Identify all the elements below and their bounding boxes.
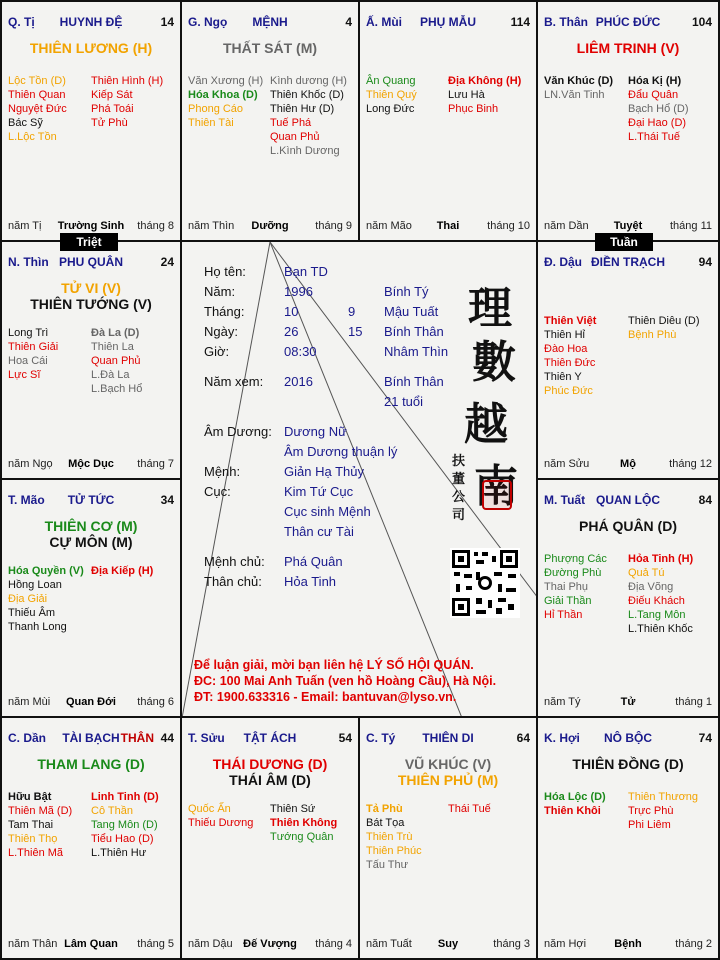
star-column-right: [628, 314, 700, 342]
minor-star: Phúc Đức: [544, 385, 593, 397]
palace-month: tháng 10: [487, 220, 530, 232]
minor-star: Đường Phù: [544, 567, 602, 579]
minor-star: Tang Môn (D): [91, 819, 158, 831]
minor-star: Hóa Lộc (D): [544, 791, 606, 803]
palace-house: QUAN LỘC: [596, 493, 660, 507]
palace-footer: [8, 220, 174, 234]
minor-star: Thiên Việt: [544, 315, 597, 327]
minor-star: Tả Phù: [366, 803, 403, 815]
palace-number: 84: [698, 493, 712, 507]
minor-star: Quan Phủ: [270, 131, 320, 143]
star-column-right: [448, 74, 521, 116]
tuan-tag: Tuần: [595, 233, 653, 251]
month-lunar: 9: [348, 304, 356, 319]
palace-cell-than[interactable]: [538, 0, 720, 242]
palace-footer: [544, 220, 712, 234]
minor-star: Văn Xương (H): [188, 75, 264, 87]
palace-house: PHÚC ĐỨC: [595, 15, 661, 29]
destiny-label: Mệnh:: [204, 464, 241, 479]
minor-star: Lực Sĩ: [8, 369, 41, 381]
palace-house: PHỤ MẪU: [420, 15, 476, 29]
star-column-right: [628, 74, 689, 144]
minor-star: Phong Cáo: [188, 103, 244, 115]
name-value: Bạn TD: [284, 264, 328, 279]
hour-canchi: Nhâm Thìn: [384, 344, 449, 359]
yinyang-label: Âm Dương:: [204, 424, 272, 439]
palace-house: TẬT ÁCH: [243, 731, 297, 745]
palace-month: tháng 2: [675, 938, 712, 950]
star-column-right: [91, 564, 153, 578]
palace-number: 24: [160, 255, 174, 269]
palace-number: 44: [160, 731, 174, 745]
palace-cell-suu[interactable]: [182, 718, 360, 960]
star-column-left: [544, 74, 613, 102]
palace-header: [544, 255, 712, 271]
palace-phase: Suy: [437, 938, 459, 950]
palace-cell-mui[interactable]: [360, 0, 538, 242]
palace-footer: [544, 938, 712, 952]
star-column-left: [8, 790, 72, 860]
view-year-canchi: Bính Thân: [384, 374, 444, 389]
minor-star: Quan Phủ: [91, 355, 141, 367]
palace-phase: Bệnh: [614, 938, 642, 950]
minor-star: Trực Phù: [628, 805, 674, 817]
minor-star: Long Đức: [366, 103, 415, 115]
star-column-left: [8, 326, 58, 382]
palace-number: 104: [691, 15, 712, 29]
main-star: THIÊN PHỦ (M): [397, 772, 499, 788]
palace-month: tháng 6: [137, 696, 174, 708]
calligraphy-char-3: 越: [464, 399, 508, 450]
palace-branch: C. Dần: [8, 731, 47, 745]
hour-value: 08:30: [284, 344, 317, 359]
cuc-label: Cục:: [204, 484, 231, 499]
palace-branch: G. Ngọ: [188, 15, 228, 29]
main-star: THIÊN TƯỚNG (V): [30, 296, 152, 312]
minor-star: Địa Võng: [628, 581, 674, 593]
palace-year: năm Mão: [366, 220, 412, 232]
palace-month: tháng 3: [493, 938, 530, 950]
minor-star: Long Trì: [8, 327, 49, 339]
qr-code-icon[interactable]: [450, 548, 520, 618]
palace-number: 34: [160, 493, 174, 507]
palace-year: năm Tý: [544, 696, 581, 708]
minor-star: Lưu Hà: [448, 89, 485, 101]
month-value: 10: [284, 304, 299, 319]
palace-cell-tuat[interactable]: [538, 480, 720, 718]
minor-star: Thiên Không: [270, 817, 338, 829]
month-label: Tháng:: [204, 304, 245, 319]
palace-cell-thin[interactable]: [0, 242, 182, 480]
palace-house: MỆNH: [252, 15, 288, 29]
palace-phase: Dưỡng: [251, 220, 289, 232]
minor-star: Thanh Long: [8, 621, 67, 633]
palace-house: HUYNH ĐỆ: [59, 15, 123, 29]
minor-star: Thiên Khôi: [544, 805, 601, 817]
palace-house: PHU QUÂN: [58, 255, 123, 269]
minor-star: Đà La (D): [91, 327, 140, 339]
palace-footer: [366, 938, 530, 952]
minor-star: Hỏa Tinh (H): [628, 553, 694, 565]
palace-header: [544, 731, 712, 747]
seal-text-1: 扶: [452, 454, 466, 469]
minor-star: Thiên Hình (H): [91, 75, 164, 87]
palace-cell-dan[interactable]: [0, 718, 182, 960]
main-star: TỬ VI (V): [61, 280, 121, 296]
minor-star: Thiếu Dương: [188, 817, 254, 829]
palace-year: năm Sửu: [544, 458, 590, 470]
palace-footer: [8, 458, 174, 472]
day-canchi: Bính Thân: [384, 324, 444, 339]
palace-house: ĐIỀN TRẠCH: [591, 255, 665, 269]
minor-star: L.Kình Dương: [270, 145, 340, 157]
minor-star: L.Lộc Tồn: [8, 131, 57, 143]
palace-phase: Quan Đới: [66, 696, 116, 708]
palace-footer: [188, 938, 352, 952]
day-label: Ngày:: [204, 324, 238, 339]
star-column-left: [366, 74, 417, 116]
minor-star: Phượng Các: [544, 553, 607, 565]
minor-star: Thiên Phúc: [366, 845, 422, 857]
name-label: Họ tên:: [204, 264, 246, 279]
minor-star: Địa Kiếp (H): [91, 565, 154, 577]
minor-star: Thiên Sứ: [270, 803, 316, 815]
palace-footer: [366, 220, 530, 234]
cuc-note-1: Cục sinh Mệnh: [284, 504, 371, 519]
palace-header: [8, 255, 174, 271]
contact-line-3[interactable]: ĐT: 1900.633316 - Email: bantuvan@lyso.vn.: [194, 690, 457, 704]
minor-star: Thiên Quan: [8, 89, 66, 101]
palace-branch: M. Tuất: [544, 493, 586, 507]
minor-star: Nguyệt Đức: [8, 103, 67, 115]
minor-star: Địa Không (H): [448, 75, 522, 87]
palace-branch: Ấ. Mùi: [366, 15, 402, 29]
palace-branch: N. Thìn: [8, 255, 49, 269]
palace-header: [366, 15, 530, 31]
palace-footer: [544, 696, 712, 710]
minor-star: Bạch Hổ (D): [628, 103, 689, 115]
star-column-left: [188, 802, 253, 830]
destiny-lord-label: Mệnh chủ:: [204, 554, 265, 569]
main-star: THAM LANG (D): [37, 756, 145, 772]
minor-star: Tam Thai: [8, 819, 54, 831]
palace-phase: Mộ: [620, 458, 636, 470]
palace-month: tháng 5: [137, 938, 174, 950]
minor-star: Thiên Đức: [544, 357, 596, 369]
yinyang-value: Dương Nữ: [284, 424, 347, 439]
star-column-left: [8, 564, 84, 634]
minor-star: Đào Hoa: [544, 343, 588, 355]
minor-star: L.Đà La: [91, 369, 130, 381]
minor-star: Hóa Quyền (V): [8, 565, 84, 577]
palace-house: THIÊN DI: [422, 731, 474, 745]
palace-branch: B. Thân: [544, 15, 588, 29]
minor-star: Linh Tinh (D): [91, 791, 159, 803]
palace-month: tháng 9: [315, 220, 352, 232]
palace-month: tháng 8: [137, 220, 174, 232]
triet-tag: Triệt: [60, 233, 118, 251]
main-star: CỰ MÔN (M): [49, 534, 133, 550]
palace-year: năm Dậu: [188, 938, 233, 950]
minor-star: Thiên Hỉ: [544, 329, 585, 341]
minor-star: Hóa Kị (H): [628, 75, 682, 87]
star-column-left: [366, 802, 422, 872]
palace-branch: T. Mão: [8, 493, 45, 507]
star-column-left: [544, 314, 596, 398]
palace-year: năm Dần: [544, 220, 589, 232]
minor-star: Đại Hao (D): [628, 117, 687, 129]
palace-branch: T. Sửu: [188, 731, 225, 745]
main-star: LIÊM TRINH (V): [576, 40, 680, 56]
view-year-label: Năm xem:: [204, 374, 264, 389]
palace-month: tháng 1: [675, 696, 712, 708]
minor-star: Thiên Giải: [8, 341, 59, 353]
cuc-value: Kim Tứ Cục: [284, 484, 354, 499]
minor-star: Giải Thần: [544, 595, 592, 607]
palace-cell-dau[interactable]: [538, 242, 720, 480]
year-canchi: Bính Tý: [384, 284, 429, 299]
palace-header: [544, 15, 712, 31]
calligraphy-char-4: 南: [474, 461, 518, 512]
palace-branch: Đ. Dậu: [544, 255, 583, 269]
minor-star: Phi Liêm: [628, 819, 671, 831]
minor-star: L.Thiên Khốc: [628, 623, 693, 635]
palace-cell-mao[interactable]: [0, 480, 182, 718]
minor-star: Thiên Quý: [366, 89, 417, 101]
minor-star: Thiên Khốc (D): [270, 89, 344, 101]
palace-year: năm Mùi: [8, 696, 51, 708]
palace-year: năm Hợi: [544, 938, 587, 950]
palace-house: NÔ BỘC: [604, 731, 652, 745]
minor-star: Hoa Cái: [8, 355, 48, 367]
palace-year: năm Thân: [8, 938, 58, 950]
body-lord-label: Thân chủ:: [204, 574, 262, 589]
palace-cell-ty[interactable]: [0, 0, 182, 242]
minor-star: Điếu Khách: [628, 595, 685, 607]
palace-year: năm Ngọ: [8, 458, 53, 470]
palace-cell-ty2[interactable]: [360, 718, 538, 960]
minor-star: Đẩu Quân: [628, 89, 679, 101]
minor-star: Quả Tú: [628, 567, 665, 579]
minor-star: L.Thiên Hư: [91, 847, 147, 859]
main-star: THIÊN CƠ (M): [44, 518, 138, 534]
minor-star: Ân Quang: [366, 75, 416, 87]
palace-number: 94: [698, 255, 712, 269]
palace-header: [8, 493, 174, 509]
main-star: THÁI ÂM (D): [229, 772, 311, 788]
minor-star: L.Thái Tuế: [628, 131, 680, 143]
minor-star: Văn Khúc (D): [544, 75, 614, 87]
hour-label: Giờ:: [204, 344, 230, 359]
minor-star: Thiên Tài: [188, 117, 234, 129]
palace-number: 64: [516, 731, 530, 745]
palace-number: 114: [510, 15, 530, 29]
main-star: THIÊN LƯƠNG (H): [29, 40, 153, 56]
star-column-right: [628, 790, 698, 832]
minor-star: Thái Tuế: [448, 803, 491, 815]
body-lord-value: Hỏa Tinh: [284, 574, 337, 589]
minor-star: Lộc Tồn (D): [8, 75, 66, 87]
palace-header: [8, 731, 174, 747]
palace-phase: Mộc Dục: [68, 458, 114, 470]
cuc-note-2: Thân cư Tài: [284, 524, 354, 539]
palace-number: 54: [338, 731, 352, 745]
minor-star: L.Thiên Mã: [8, 847, 64, 859]
minor-star: Thai Phụ: [544, 581, 589, 593]
palace-footer: [188, 220, 352, 234]
than-marker: THÂN: [120, 731, 154, 745]
palace-month: tháng 7: [137, 458, 174, 470]
minor-star: Bát Tọa: [366, 817, 405, 829]
palace-branch: C. Tý: [366, 731, 396, 745]
palace-house: TỬ TỨC: [67, 493, 115, 507]
palace-cell-ngo[interactable]: [182, 0, 360, 242]
palace-branch: Q. Tị: [8, 15, 35, 29]
palace-branch: K. Hợi: [544, 731, 580, 745]
seal-text-3: 公: [452, 490, 466, 505]
star-column-right: [270, 802, 337, 844]
minor-star: Thiên Thọ: [8, 833, 58, 845]
year-value: 1996: [284, 284, 313, 299]
palace-footer: [8, 938, 174, 952]
palace-phase: Lâm Quan: [64, 938, 118, 950]
minor-star: Phục Binh: [448, 103, 499, 115]
palace-footer: [544, 458, 712, 472]
star-column-right: [91, 790, 159, 860]
star-column-right: [91, 326, 142, 396]
palace-phase: Trường Sinh: [57, 220, 125, 232]
minor-star: Thiên Mã (D): [8, 805, 73, 817]
minor-star: Thiên Trù: [366, 831, 413, 843]
minor-star: Kình dương (H): [270, 75, 347, 87]
palace-footer: [8, 696, 174, 710]
palace-number: 14: [160, 15, 174, 29]
calligraphy-char-1: 理: [468, 283, 512, 334]
main-star: VŨ KHÚC (V): [404, 756, 492, 772]
palace-month: tháng 12: [669, 458, 712, 470]
star-column-right: [628, 552, 693, 636]
minor-star: Hỉ Thần: [544, 609, 583, 621]
star-column-left: [544, 552, 607, 622]
minor-star: Cô Thần: [91, 805, 133, 817]
palace-phase: Thai: [436, 220, 460, 232]
star-column-left: [544, 790, 606, 818]
seal-text-4: 司: [452, 508, 466, 523]
seal-text-2: 董: [452, 472, 466, 487]
minor-star: Hữu Bật: [8, 791, 52, 803]
day-value: 26: [284, 324, 299, 339]
calligraphy-char-2: 數: [472, 337, 516, 388]
palace-header: [188, 15, 352, 31]
minor-star: Tử Phù: [91, 117, 128, 129]
contact-line-1: Để luận giải, mời bạn liên hệ LÝ SỐ HỘI QUÁN.: [194, 658, 474, 672]
star-column-right: [270, 74, 347, 158]
main-star: THÁI DƯƠNG (D): [212, 756, 328, 772]
destiny-value: Giản Hạ Thủy: [284, 464, 364, 479]
star-column-right: [91, 74, 163, 130]
minor-star: Tướng Quân: [270, 831, 334, 843]
minor-star: Thiên Diêu (D): [628, 315, 700, 327]
center-info-panel: [182, 242, 538, 718]
minor-star: Hóa Khoa (D): [188, 89, 258, 101]
month-canchi: Mậu Tuất: [384, 304, 439, 319]
minor-star: Tiểu Hao (D): [91, 833, 154, 845]
minor-star: Thiên Y: [544, 371, 582, 383]
age-value: 21 tuổi: [384, 394, 424, 409]
minor-star: Tấu Thư: [366, 859, 409, 871]
minor-star: Bác Sỹ: [8, 117, 43, 129]
main-star: PHÁ QUÂN (D): [579, 518, 677, 534]
palace-month: tháng 11: [669, 220, 712, 232]
palace-year: năm Tuất: [366, 938, 412, 950]
minor-star: Bệnh Phù: [628, 329, 677, 341]
palace-phase: Tử: [620, 696, 636, 708]
palace-month: tháng 4: [315, 938, 352, 950]
palace-number: 74: [698, 731, 712, 745]
palace-header: [544, 493, 712, 509]
minor-star: Tuế Phá: [270, 117, 312, 129]
palace-header: [8, 15, 174, 31]
minor-star: Thiếu Âm: [8, 607, 56, 619]
destiny-lord-value: Phá Quân: [284, 554, 343, 569]
star-column-right: [448, 802, 491, 816]
contact-line-2: ĐC: 100 Mai Anh Tuấn (ven hồ Hoàng Cầu), Hà Nội.: [194, 674, 497, 688]
star-column-left: [8, 74, 67, 144]
minor-star: L.Tang Môn: [628, 609, 686, 621]
star-column-left: [188, 74, 263, 130]
yinyang-note: Âm Dương thuận lý: [284, 444, 398, 459]
year-label: Năm:: [204, 284, 236, 299]
minor-star: Hồng Loan: [8, 579, 62, 591]
minor-star: Quốc Ấn: [188, 803, 231, 815]
minor-star: Thiên La: [91, 341, 134, 353]
main-star: THẤT SÁT (M): [222, 40, 318, 56]
palace-number: 4: [345, 15, 352, 29]
minor-star: Thiên Thương: [628, 791, 699, 803]
palace-phase: Tuyệt: [613, 220, 643, 232]
day-lunar: 15: [348, 324, 363, 339]
minor-star: Thiên Hư (D): [270, 103, 335, 115]
main-star: THIÊN ĐỒNG (D): [572, 756, 684, 772]
minor-star: L.Bạch Hổ: [91, 383, 143, 395]
red-seal-stamp: [482, 480, 512, 510]
palace-header: [366, 731, 530, 747]
palace-header: [188, 731, 352, 747]
palace-year: năm Thìn: [188, 220, 235, 232]
palace-cell-hoi[interactable]: [538, 718, 720, 960]
palace-house: TÀI BẠCH: [62, 731, 120, 745]
palace-year: năm Tị: [8, 220, 42, 232]
minor-star: Kiếp Sát: [91, 89, 133, 101]
minor-star: LN.Văn Tinh: [544, 89, 605, 101]
minor-star: Địa Giải: [8, 593, 48, 605]
view-year-value: 2016: [284, 374, 313, 389]
palace-phase: Đế Vượng: [243, 938, 297, 950]
minor-star: Phá Toái: [91, 103, 134, 115]
